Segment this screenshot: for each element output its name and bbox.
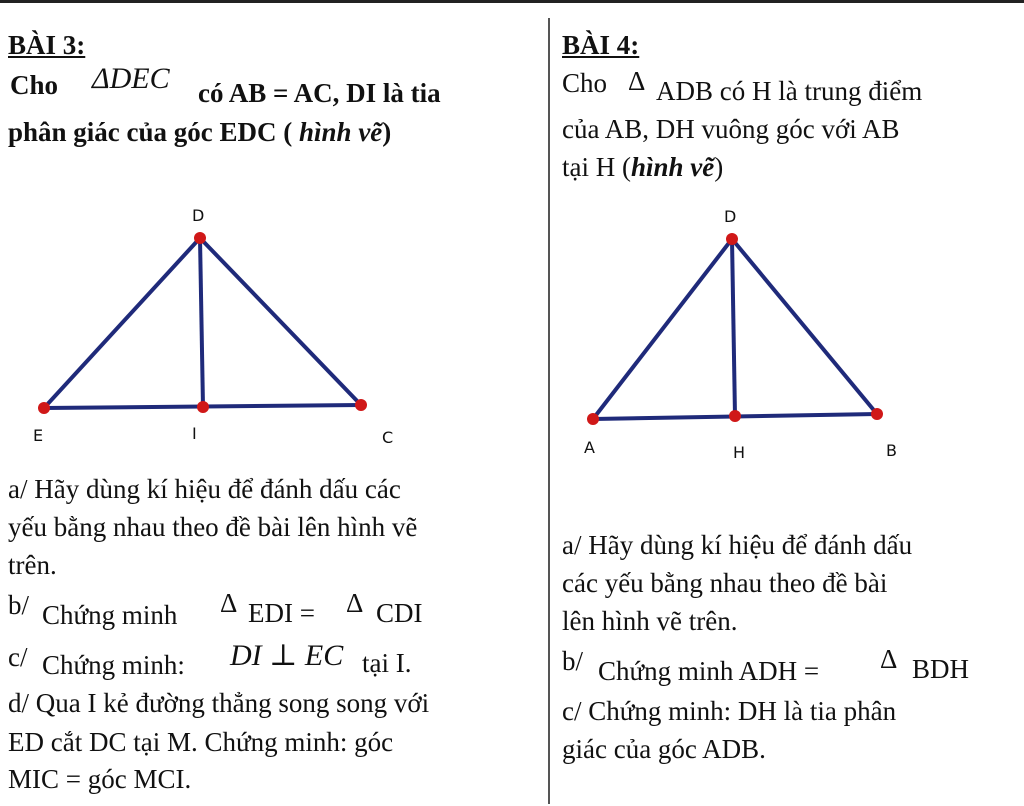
bai4-title: BÀI 4:	[562, 30, 640, 60]
bai4-qb-prefix: b/	[562, 646, 584, 676]
bai3-figure	[38, 232, 367, 414]
bai3-label-C: C	[382, 428, 394, 447]
bai3-title: BÀI 3:	[8, 30, 86, 60]
bai4-qa-line3: lên hình vẽ trên.	[562, 606, 738, 636]
bai3-qd-line2: ED cắt DC tại M. Chứng minh: góc	[8, 727, 394, 757]
bai3-qb-text3: CDI	[376, 598, 423, 628]
bai3-qc-prefix: c/	[8, 642, 28, 672]
bai3-label-I: I	[192, 424, 197, 443]
bai4-point-D	[726, 233, 738, 245]
bai4-qb-text1: Chứng minh ADH =	[598, 656, 820, 686]
bai3-qa-line2: yếu bằng nhau theo đề bài lên hình vẽ	[8, 512, 418, 542]
bai4-qb-tri: Δ	[880, 644, 898, 674]
bai4-qb-text2: BDH	[912, 654, 970, 684]
bai3-label-E: E	[33, 426, 44, 445]
bai3-point-D	[194, 232, 206, 244]
bai3-intro-cho: Cho	[10, 70, 59, 100]
bai4-segment-DB	[732, 239, 877, 414]
bai4-qc-line1: c/ Chứng minh: DH là tia phân	[562, 696, 897, 726]
bai3-qc-math: DI ⊥ EC	[230, 639, 344, 672]
bai3-segment-DC	[200, 238, 361, 405]
bai4-intro-line2: của AB, DH vuông góc với AB	[562, 114, 900, 144]
bai4-label-B: B	[886, 441, 897, 460]
bai4-intro-line3: tại H (hình vẽ)	[562, 152, 724, 182]
bai3-point-C	[355, 399, 367, 411]
bai3-qa-line1: a/ Hãy dùng kí hiệu để đánh dấu các	[8, 474, 401, 504]
bai3-intro-triangle: ΔDEC	[92, 62, 170, 95]
bai3-intro-line1: có AB = AC, DI là tia	[198, 78, 441, 108]
bai4-intro-line1: ADB có H là trung điểm	[656, 76, 923, 106]
bai4-point-B	[871, 408, 883, 420]
bai3-qb-prefix: b/	[8, 590, 30, 620]
bai3-label-D: D	[192, 206, 205, 225]
bai3-point-I	[197, 401, 209, 413]
bai3-qa-line3: trên.	[8, 550, 57, 580]
bai3-qc-suffix: tại I.	[362, 648, 412, 678]
bai3-qb-text1: Chứng minh	[42, 600, 178, 630]
bai4-segment-DH	[732, 239, 735, 416]
bai4-qc-line2: giác của góc ADB.	[562, 734, 766, 764]
bai3-segment-DE	[44, 238, 200, 408]
bai3-qb-tri1: Δ	[220, 588, 238, 618]
bai3-qc-text: Chứng minh:	[42, 650, 185, 680]
bai3-intro-line2: phân giác của góc EDC ( hình vẽ)	[8, 117, 392, 147]
bai4-segment-DA	[593, 239, 732, 419]
bai4-point-H	[729, 410, 741, 422]
bai4-intro-cho: Cho	[562, 68, 608, 98]
bai4-point-A	[587, 413, 599, 425]
bai4-label-H: H	[733, 443, 746, 462]
bai3-point-E	[38, 402, 50, 414]
bai4-qa-line2: các yếu bằng nhau theo đề bài	[562, 568, 888, 598]
bai3-qd-line1: d/ Qua I kẻ đường thẳng song song với	[8, 688, 430, 718]
bai4-figure	[587, 233, 883, 425]
bai4-intro-tri: Δ	[628, 66, 646, 96]
bai3-qb-tri2: Δ	[346, 588, 364, 618]
bai4-label-D: D	[724, 207, 737, 226]
bai3-segment-DI	[200, 238, 203, 407]
bai4-qa-line1: a/ Hãy dùng kí hiệu để đánh dấu	[562, 530, 913, 560]
bai4-label-A: A	[584, 438, 595, 457]
bai3-qb-text2: EDI =	[248, 598, 315, 628]
bai3-qd-line3: MIC = góc MCI.	[8, 764, 192, 794]
